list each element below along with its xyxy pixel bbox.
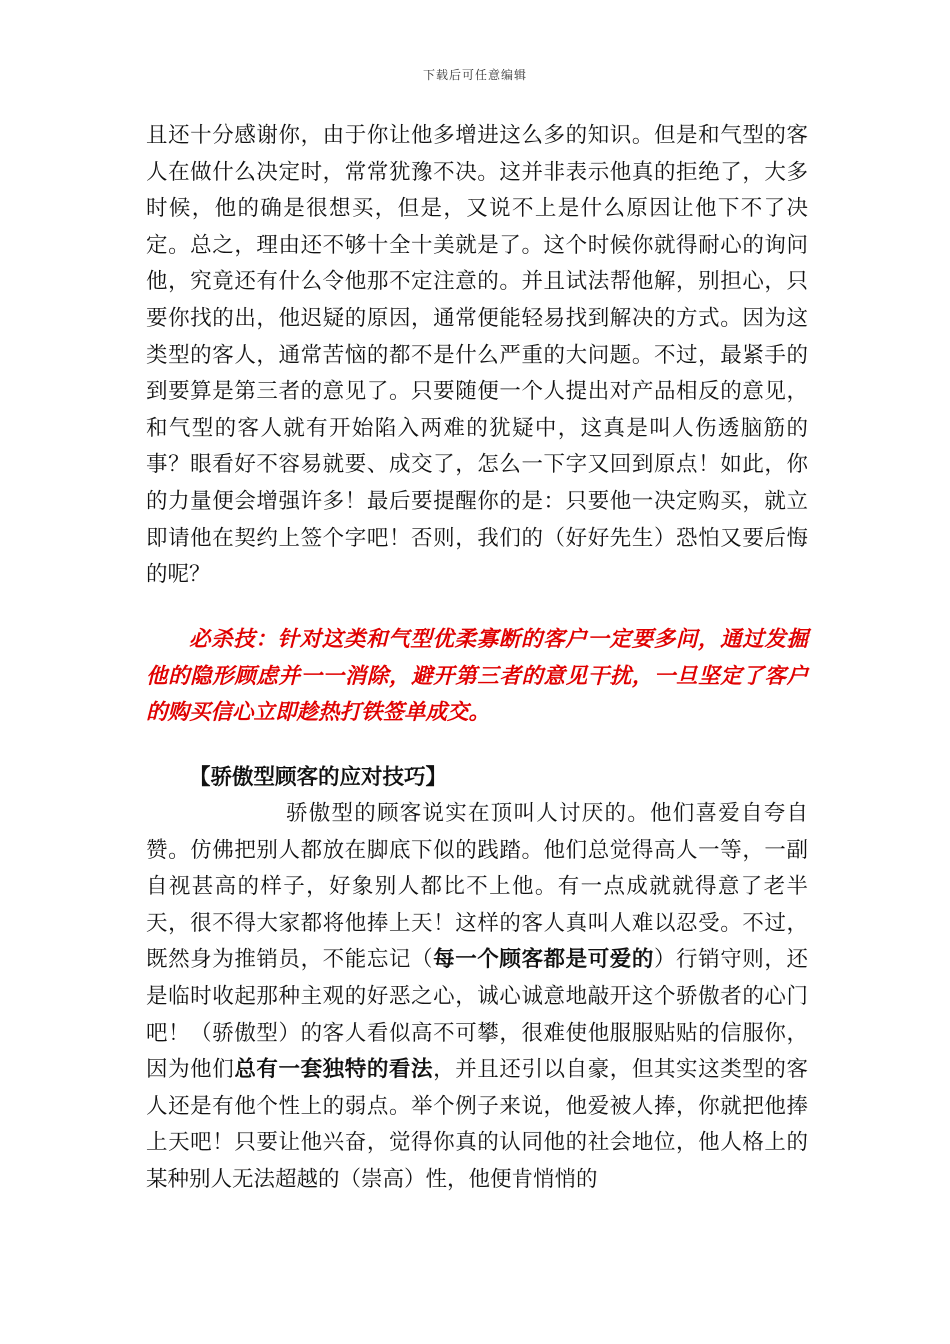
tip-paragraph: 必杀技：针对这类和气型优柔寡断的客户一定要多问，通过发掘他的隐形顾虑并一一消除，避开第三者的意见干扰，一旦坚定了客户的购买信心立即趁热打铁签单成交。 <box>146 627 808 726</box>
paragraph-text: ）行销守则，还是临时收起那种主观的好恶之心，诚心诚意地敲开这个骄傲者的心门吧！（骄傲型）的客人看似高不可攀，很难使他服服贴贴的信服你，因为他们 <box>146 947 808 1083</box>
section-heading: 【骄傲型顾客的应对技巧】 <box>189 765 448 790</box>
paragraph-text: ，并且还引以自豪，但其实这类型的客人还是有他个性上的弱点。举个例子来说，他爱被人捧，你就把他捧上天吧！只要让他兴奋，觉得你真的认同他的社会地位，他人格上的某种别人无法超越的（崇高）性，他便肯悄悄的 <box>146 1057 808 1192</box>
body-paragraph-1: 且还十分感谢你，由于你让他多增进这么多的知识。但是和气型的客人在做什么决定时，常常犹豫不决。这并非表示他真的拒绝了，大多时候，他的确是很想买，但是，又说不上是什么原因让他下不了决定。总之，理由还不够十全十美就是了。这个时候你就得耐心的询问他，究竟还有什么令他那不定注意的。并且试法帮他解，别担心，只要你找的出，他迟疑的原因，通常便能轻易找到解决的方式。因为这类型的客人，通常苦恼的都不是什么严重的大问题。不过，最紧手的到要算是第三者的意见了。只要随便一个人提出对产品相反的意见，和气型的客人就有开始陷入两难的犹疑中，这真是叫人伤透脑筋的事？眼看好不容易就要、成交了，怎么一下字又回到原点！如此，你的力量便会增强许多！最后要提醒你的是：只要他一决定购买，就立即请他在契约上签个字吧！否则，我们的（好好先生）恐怕又要后悔的呢？ <box>146 123 808 588</box>
emphasis-text: 每一个顾客都是可爱的 <box>433 947 654 973</box>
body-paragraph-2 <box>146 796 808 1199</box>
emphasis-text: 总有一套独特的看法 <box>234 1057 434 1083</box>
paragraph-text: 骄傲型的顾客说实在顶叫人讨厌的。他们喜爱自夸自赞。仿佛把别人都放在脚底下似的践踏。他们总觉得高人一等，一副自视甚高的样子，好象别人都比不上他。有一点成就就得意了老半天，很不得大家都将他捧上天！这样的客人真叫人难以忍受。不过，既然身为推销员，不能忘记（ <box>146 801 808 973</box>
page-header: 下载后可任意编辑 <box>422 68 527 82</box>
